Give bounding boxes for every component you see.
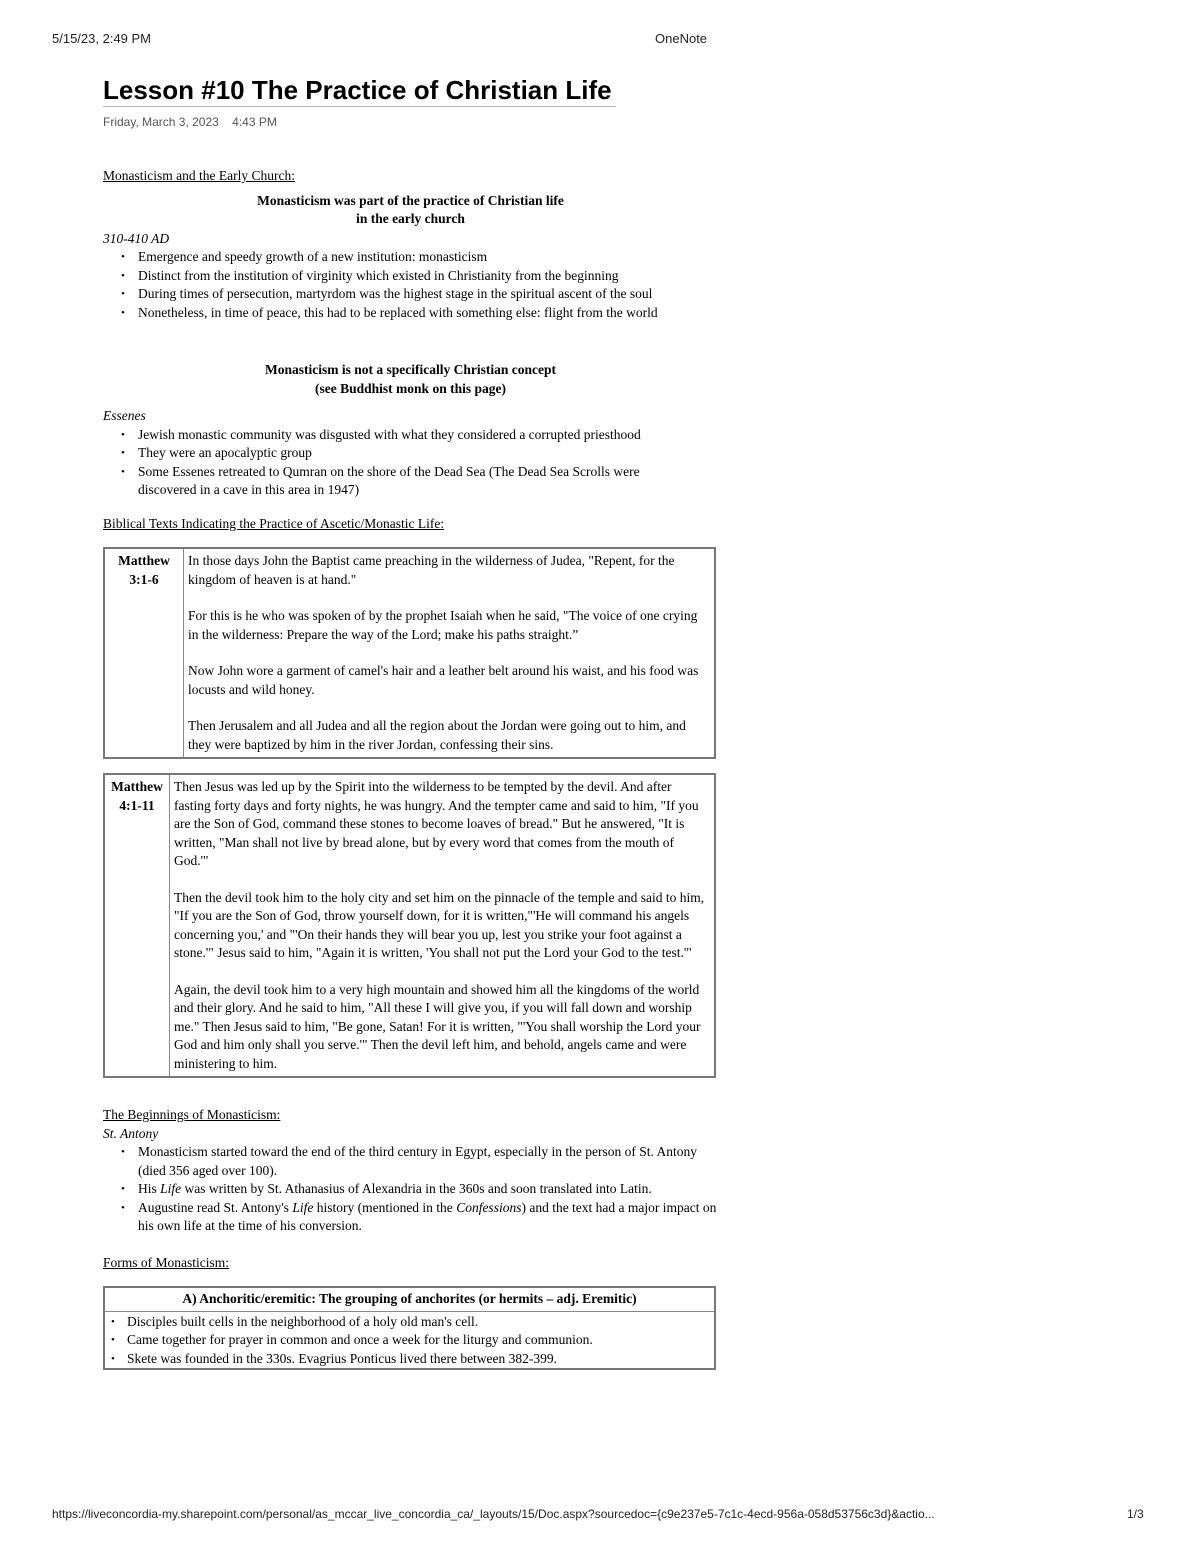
- print-url: https://liveconcordia-my.sharepoint.com/personal/as_mccar_live_concordia_ca/_layouts/15/Doc.aspx?sourcedoc={c9e237e5-7c1c-4ecd-956a-058d53756c3d}&actio...: [52, 1507, 935, 1521]
- bullet-list-beginnings: [103, 1143, 718, 1236]
- text-run: ) and the text had a major impact on his own life at the time of his conversion.: [138, 1199, 717, 1233]
- print-page-number: 1/3: [1127, 1507, 1144, 1521]
- page-title: Lesson #10 The Practice of Christian Life: [103, 74, 616, 107]
- text-run: was written by St. Athanasius of Alexandria in the 360s and soon translated into Latin.: [181, 1181, 652, 1196]
- list-item: • During times of persecution, martyrdom was the highest stage in the spiritual ascent of the soul: [103, 285, 708, 304]
- st-antony-label: St. Antony: [103, 1125, 159, 1141]
- print-app-name: OneNote: [655, 31, 708, 46]
- scripture-text: [170, 774, 716, 1077]
- list-item: • Distinct from the institution of virginity which existed in Christianity from the beginning: [103, 267, 718, 286]
- text-run-italic: Life: [160, 1181, 182, 1196]
- list-item: • Skete was founded in the 330s. Evagrius Ponticus lived there between 382-399.: [105, 1350, 714, 1369]
- section-heading-beginnings: The Beginnings of Monasticism:: [103, 1107, 281, 1122]
- section-heading-forms: Forms of Monasticism:: [103, 1254, 230, 1270]
- list-item: [103, 1180, 708, 1199]
- essenes-label: Essenes: [103, 408, 146, 423]
- page-date: [103, 115, 718, 129]
- text-run-italic: Confessions: [456, 1199, 522, 1215]
- scripture-paragraph: Then Jesus was led up by the Spirit into the wilderness to be tempted by the devil. And after fasting forty days and forty nights, he was hungry. And the tempter came and said to him, "If you are the Son of God, command these stones to become loaves of bread." But he answered, "It is written, "Man shall not live by bread alone, but by every word that comes from the mouth of God.'": [174, 779, 699, 868]
- scripture-text: [184, 548, 716, 758]
- list-item: • Jewish monastic community was disgusted with what they considered a corrupted priesthood: [103, 426, 658, 445]
- list-item: • Emergence and speedy growth of a new institution: monasticism: [103, 248, 718, 267]
- forms-table-header: A) Anchoritic/eremitic: The grouping of anchorites (or hermits – adj. Eremitic): [104, 1287, 715, 1311]
- forms-table-body: [104, 1311, 715, 1369]
- list-item: • Some Essenes retreated to Qumran on the shore of the Dead Sea (The Dead Sea Scrolls were discovered in a cave in this area in 1947): [103, 463, 693, 500]
- forms-table-anchoritic: [103, 1286, 716, 1370]
- scripture-paragraph: In those days John the Baptist came preaching in the wilderness of Judea, "Repent, for the kingdom of heaven is at hand.": [188, 553, 675, 587]
- text-run: Augustine read St. Antony's: [138, 1199, 293, 1215]
- bullet-list-monasticism: [103, 248, 718, 322]
- date-range-label: 310-410 AD: [103, 230, 170, 246]
- scripture-reference: Matthew 3:1-6: [104, 548, 184, 758]
- scripture-table-matthew-3: [103, 547, 716, 759]
- section-heading-biblical-texts: Biblical Texts Indicating the Practice of Ascetic/Monastic Life:: [103, 515, 445, 531]
- scripture-paragraph: Then Jerusalem and all Judea and all the region about the Jordan were going out to him, and they were baptized by him in the river Jordan, confessing their sins.: [188, 718, 686, 752]
- text-run: His: [138, 1181, 161, 1196]
- page-date-time: 4:43 PM: [232, 115, 277, 129]
- scripture-table-matthew-4: [103, 773, 716, 1078]
- list-item: • Disciples built cells in the neighborhood of a holy old man's cell.: [105, 1313, 714, 1332]
- scripture-paragraph: Now John wore a garment of camel's hair and a leather belt around his waist, and his food was locusts and wild honey.: [188, 663, 699, 697]
- scripture-paragraph: Again, the devil took him to a very high mountain and showed him all the kingdoms of the world and their glory. And he said to him, "All these I will give you, if you will fall down and worship me." Then Jesus said to him, "Be gone, Satan! For it is written, "'You shall worship the Lord your God and him only shall you serve.'" Then the devil left him, and behold, angels came and were ministering to him.: [174, 981, 701, 1071]
- bold-statement-not-christian: Monasticism is not a specifically Christian concept: [265, 362, 556, 377]
- bold-statement-line1: Monasticism was part of the practice of Christian life: [257, 192, 564, 208]
- bold-statement-line2: in the early church: [356, 211, 465, 226]
- scripture-paragraph: Then the devil took him to the holy city and set him on the pinnacle of the temple and said to him, "If you are the Son of God, throw yourself down, for it is written,"'He will command his angels concerning you,' and "'On their hands they will bear you up, lest you strike your foot against a stone.'" Jesus said to him, "Again it is written, 'You shall not put the Lord your God to the test.'": [174, 889, 705, 960]
- bold-statement-buddhist-note: (see Buddhist monk on this page): [315, 380, 506, 396]
- section-heading-monasticism-early-church: Monasticism and the Early Church:: [103, 168, 295, 183]
- list-item: • Nonetheless, in time of peace, this had to be replaced with something else: flight from the world: [103, 304, 708, 323]
- print-datetime: 5/15/23, 2:49 PM: [52, 31, 152, 46]
- page-date-day: Friday, March 3, 2023: [103, 115, 219, 129]
- note-page: [103, 74, 718, 1370]
- scripture-reference: Matthew 4:1-11: [104, 774, 170, 1077]
- bullet-list-anchoritic: [105, 1313, 714, 1369]
- list-item: • Monasticism started toward the end of the third century in Egypt, especially in the person of St. Antony (died 356 aged over 100).: [103, 1143, 708, 1180]
- scripture-paragraph: For this is he who was spoken of by the prophet Isaiah when he said, "The voice of one crying in the wilderness: Prepare the way of the Lord; make his paths straight.”: [188, 608, 698, 642]
- bullet-list-essenes: [103, 426, 718, 500]
- text-run: history (mentioned in the: [313, 1199, 457, 1215]
- list-item: [103, 1199, 718, 1236]
- text-run-italic: Life: [292, 1199, 314, 1215]
- list-item: • Came together for prayer in common and once a week for the liturgy and communion.: [105, 1331, 714, 1350]
- list-item: • They were an apocalyptic group: [103, 444, 718, 463]
